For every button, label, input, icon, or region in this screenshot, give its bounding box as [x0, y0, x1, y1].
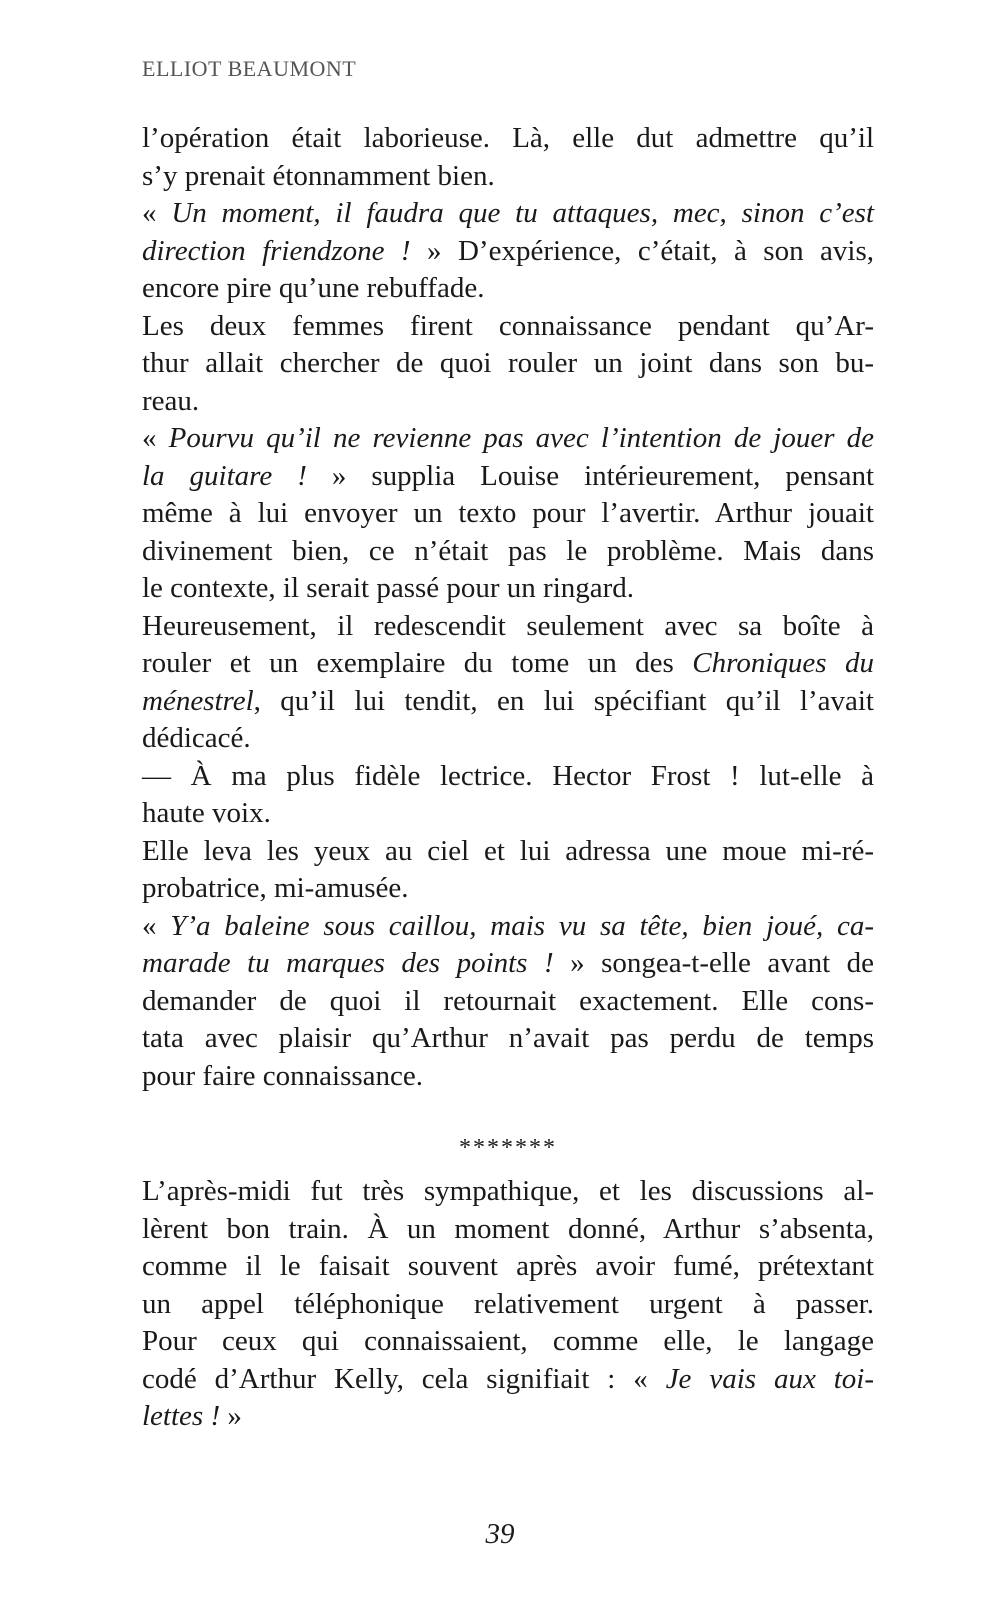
italic-segment: Un moment, il faudra que tu attaques, mec, sinon c’est — [171, 197, 875, 229]
text-line: Pour ceux qui connaissaient, comme elle, le langage — [142, 1325, 874, 1357]
paragraph — [142, 758, 874, 833]
text-line — [142, 1398, 874, 1436]
paragraph — [142, 608, 874, 758]
text-line: lèrent bon train. À un moment donné, Arthur s’absenta, — [142, 1212, 874, 1245]
text-segment: » songea-t-elle avant de — [553, 947, 874, 979]
text-line — [142, 645, 874, 683]
page-number: 39 — [485, 1518, 515, 1550]
text-block-after-break — [142, 1173, 874, 1436]
paragraph — [142, 1173, 874, 1436]
italic-segment: Chroniques du — [692, 647, 874, 679]
text-segment: « — [142, 909, 171, 942]
text-line — [142, 233, 874, 271]
text-line: même à lui envoyer un texto pour l’avertir. Arthur jouait — [142, 497, 874, 529]
text-segment: « — [142, 197, 172, 229]
text-line: encore pire qu’une rebuffade. — [142, 272, 485, 304]
paragraph — [142, 195, 874, 308]
text-line: haute voix. — [142, 797, 271, 829]
italic-segment: la guitare ! — [142, 459, 307, 492]
text-line — [142, 420, 874, 458]
text-line: l’opération était laborieuse. Là, elle dut admettre qu’il — [142, 122, 874, 154]
italic-segment: ménestrel — [142, 684, 254, 717]
text-line: Heureusement, il redescendit seulement avec sa boîte à — [142, 609, 874, 642]
text-segment: » D’expérience, c’était, à son avis, — [410, 234, 874, 267]
text-line: Elle leva les yeux au ciel et lui adressa une moue mi-ré- — [142, 834, 874, 867]
text-line — [142, 908, 874, 946]
text-line — [142, 945, 874, 983]
text-line: — À ma plus fidèle lectrice. Hector Frost ! lut-elle à — [142, 759, 874, 792]
text-line: L’après-midi fut très sympathique, et les discussions al- — [142, 1175, 874, 1207]
text-line: pour faire connaissance. — [142, 1059, 424, 1092]
italic-segment: marade tu marques des points ! — [142, 947, 554, 979]
text-segment: rouler et un exemplaire du tome un des — [142, 647, 693, 679]
text-line — [142, 683, 874, 721]
text-line: demander de quoi il retournait exactement. Elle cons- — [142, 984, 874, 1017]
text-segment: » — [220, 1400, 242, 1432]
italic-segment: Pourvu qu’il ne revienne pas avec l’intention de jouer de — [168, 422, 874, 454]
text-line: divinement bien, ce n’était pas le problème. Mais dans — [142, 534, 874, 567]
text-line — [142, 458, 874, 496]
text-segment: , qu’il lui tendit, en lui spécifiant qu’il l’avait — [253, 684, 874, 717]
text-line: thur allait chercher de quoi rouler un joint dans son bu- — [142, 347, 874, 379]
running-header-author: ELLIOT BEAUMONT — [142, 56, 357, 81]
text-segment: codé d’Arthur Kelly, cela signifiait : « — [142, 1362, 666, 1395]
paragraph — [142, 908, 874, 1096]
italic-segment: lettes ! — [142, 1400, 221, 1432]
text-line: le contexte, il serait passé pour un ringard. — [142, 572, 635, 604]
text-line: s’y prenait étonnamment bien. — [142, 159, 495, 192]
italic-segment: Y’a baleine sous caillou, mais vu sa tête, bien joué, ca- — [170, 909, 875, 942]
text-block-before-break — [142, 120, 874, 1095]
paragraph — [142, 120, 874, 195]
italic-segment: Je vais aux toi- — [665, 1362, 875, 1395]
text-line: Les deux femmes firent connaissance pendant qu’Ar- — [142, 309, 874, 342]
paragraph — [142, 420, 874, 608]
text-segment: « — [142, 422, 169, 454]
text-line — [142, 195, 874, 233]
text-line — [142, 1361, 874, 1399]
page-body — [142, 120, 874, 1436]
text-line: tata avec plaisir qu’Arthur n’avait pas perdu de temps — [142, 1022, 874, 1054]
paragraph — [142, 308, 874, 421]
text-segment: » supplia Louise intérieurement, pensant — [306, 459, 874, 492]
text-line: reau. — [142, 384, 200, 417]
text-line: probatrice, mi-amusée. — [142, 872, 409, 904]
text-line: dédicacé. — [142, 722, 251, 754]
italic-segment: direction friendzone ! — [142, 234, 411, 267]
text-line: un appel téléphonique relativement urgent à passer. — [142, 1287, 874, 1320]
paragraph — [142, 833, 874, 908]
section-break: ******* — [459, 1135, 557, 1161]
text-line: comme il le faisait souvent après avoir fumé, prétextant — [142, 1250, 874, 1282]
